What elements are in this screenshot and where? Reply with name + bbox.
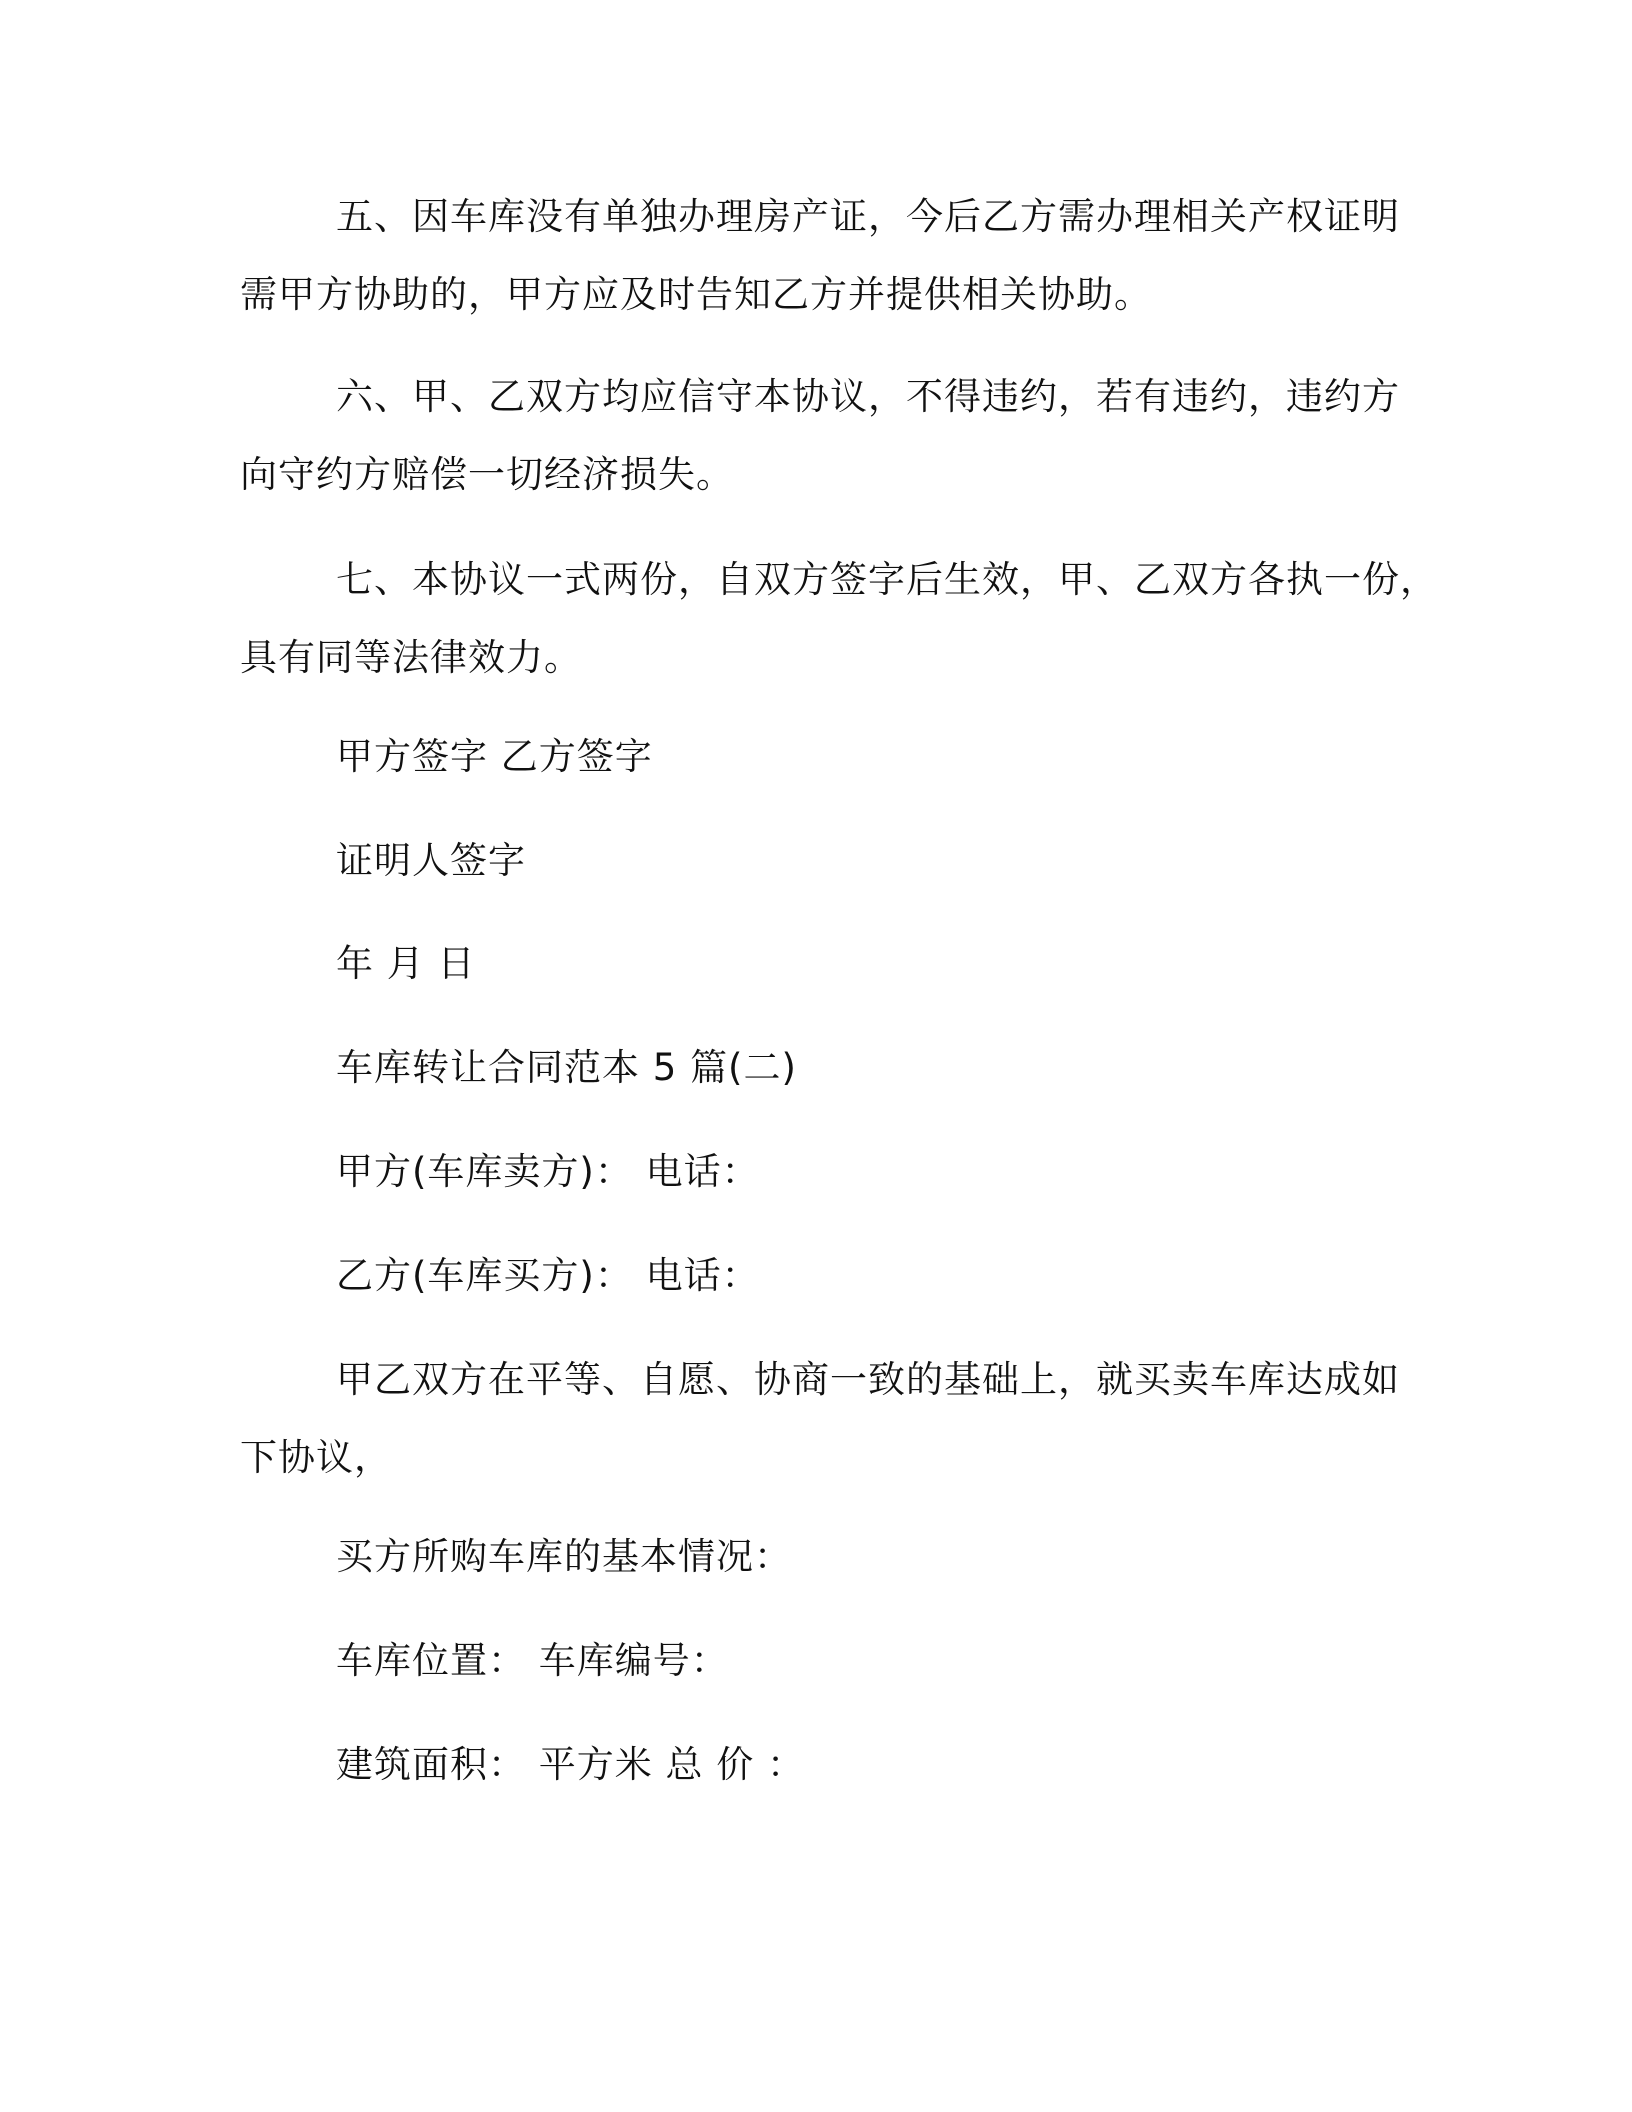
party-signatures: 甲方签字 乙方签字: [336, 735, 653, 778]
paragraph-line: 具有同等法律效力。: [240, 636, 582, 679]
paragraph-line: 甲乙双方在平等、自愿、协商一致的基础上，就买卖车库达成如: [336, 1358, 1400, 1401]
paragraph-line: 需甲方协助的，甲方应及时告知乙方并提供相关协助。: [240, 273, 1152, 316]
paragraph-line: 六、甲、乙双方均应信守本协议，不得违约，若有违约，违约方: [336, 375, 1400, 418]
area-price-line: 建筑面积： 平方米 总 价 ：: [336, 1743, 806, 1786]
paragraph-line: 下协议，: [240, 1436, 392, 1479]
section-title: 车库转让合同范本 5 篇(二): [336, 1046, 797, 1089]
witness-signature: 证明人签字: [336, 839, 526, 882]
clause-5-paragraph: [240, 178, 1400, 334]
paragraph-line: 向守约方赔偿一切经济损失。: [240, 453, 734, 496]
party-a-seller: 甲方(车库卖方)： 电话：: [336, 1150, 760, 1193]
basic-info-heading: 买方所购车库的基本情况：: [336, 1535, 792, 1578]
paragraph-line: 五、因车库没有单独办理房产证，今后乙方需办理相关产权证明: [336, 195, 1400, 238]
party-b-buyer: 乙方(车库买方)： 电话：: [336, 1254, 760, 1297]
clause-7-paragraph: [240, 541, 1438, 697]
signature-date: 年 月 日: [336, 942, 476, 985]
paragraph-line: 七、本协议一式两份，自双方签字后生效，甲、乙双方各执一份，: [336, 558, 1438, 601]
clause-6-paragraph: [240, 358, 1400, 514]
intro-paragraph: [240, 1341, 1400, 1497]
garage-location-line: 车库位置： 车库编号：: [336, 1639, 729, 1682]
